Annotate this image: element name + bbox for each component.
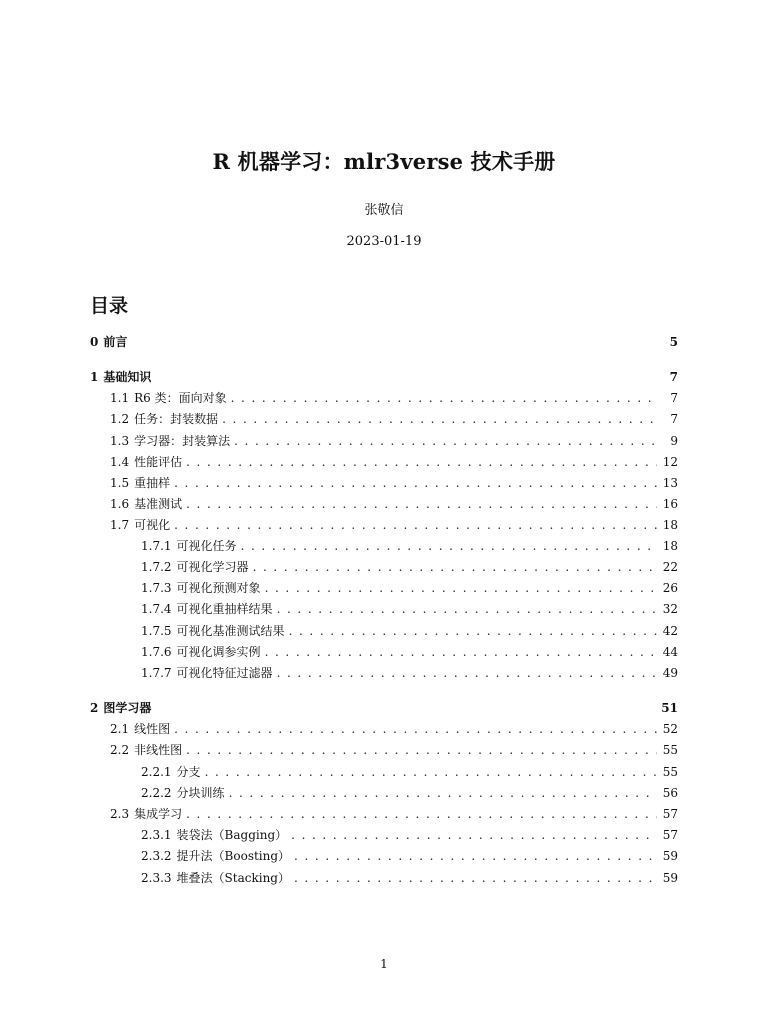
toc-subsection-2-3-2[interactable] [141,847,678,865]
toc-page: 59 [662,849,678,863]
toc-leader-dots [186,495,657,513]
toc-section-1-1[interactable] [110,389,678,407]
toc-label: R6 类：面向对象 [134,391,227,405]
document-title: R 机器学习：mlr3verse 技术手册 [212,149,556,174]
toc-label: 可视化任务 [176,539,237,553]
toc-subsection-2-2-1[interactable] [141,763,678,781]
toc-page: 9 [670,434,678,448]
toc-page: 55 [662,765,678,779]
toc-section-1-2[interactable] [110,410,678,428]
toc-label: 性能评估 [134,455,183,469]
toc-section-1-6[interactable] [110,495,678,513]
toc-leader-dots [294,869,657,887]
toc-number: 2.3.1 [141,828,172,842]
toc-label: 可视化学习器 [176,560,249,574]
toc-subsection-1-7-1[interactable] [141,537,678,555]
toc-leader-dots [205,763,657,781]
toc-label: 可视化基准测试结果 [176,624,285,638]
toc-page: 59 [662,871,678,885]
toc-page: 56 [662,786,678,800]
toc-number: 1.7.2 [141,560,172,574]
toc-number: 1.7 [110,518,130,532]
toc-label: 可视化调参实例 [176,645,261,659]
toc-label: 可视化预测对象 [176,581,261,595]
toc-label: 可视化特征过滤器 [176,666,273,680]
toc-number: 2.1 [110,722,130,736]
toc-page: 16 [662,497,678,511]
toc-number: 2.3 [110,807,130,821]
toc-number: 2.2.1 [141,765,172,779]
toc-subsection-1-7-4[interactable] [141,600,678,618]
toc-chapter-0[interactable] [90,333,678,351]
toc-page: 57 [662,807,678,821]
toc-leader-dots [253,558,657,576]
toc-label: 集成学习 [134,807,183,821]
toc-page: 7 [670,391,678,405]
toc-subsection-1-7-7[interactable] [141,664,678,682]
toc-page: 49 [662,666,678,680]
toc-section-2-2[interactable] [110,741,678,759]
toc-number: 1 [90,370,99,384]
toc-page: 18 [662,539,678,553]
toc-page: 5 [669,335,678,349]
toc-label: 可视化 [134,518,171,532]
toc-number: 1.7.3 [141,581,172,595]
toc-subsection-1-7-3[interactable] [141,579,678,597]
toc-page: 7 [669,370,678,384]
toc-leader-dots [174,474,657,492]
toc-page: 12 [662,455,678,469]
toc-section-1-7[interactable] [110,516,678,534]
toc-label: 分支 [176,765,201,779]
toc-subsection-1-7-2[interactable] [141,558,678,576]
toc-leader-dots [174,720,657,738]
toc-label: 装袋法（Bagging） [176,828,288,842]
toc-subsection-1-7-5[interactable] [141,622,678,640]
toc-page: 44 [662,645,678,659]
toc-page: 32 [662,602,678,616]
toc-number: 1.3 [110,434,130,448]
toc-label: 基准测试 [134,497,183,511]
toc-leader-dots [186,453,657,471]
toc-label: 提升法（Boosting） [176,849,291,863]
toc-subsection-2-3-1[interactable] [141,826,678,844]
toc-leader-dots [291,826,657,844]
document-date: 2023-01-19 [346,234,422,249]
toc-page: 13 [662,476,678,490]
toc-heading: 目录 [90,295,129,317]
toc-page: 18 [662,518,678,532]
toc-leader-dots [222,410,658,428]
toc-label: 堆叠法（Stacking） [176,871,290,885]
toc-number: 1.2 [110,412,130,426]
toc-section-1-5[interactable] [110,474,678,492]
toc-label: 可视化重抽样结果 [176,602,273,616]
toc-page: 26 [662,581,678,595]
toc-leader-dots [229,784,657,802]
toc-leader-dots [186,741,657,759]
toc-section-1-4[interactable] [110,453,678,471]
toc-label: 线性图 [134,722,171,736]
toc-label: 前言 [103,335,128,349]
toc-number: 2.2 [110,743,130,757]
toc-leader-dots [174,516,657,534]
toc-leader-dots [265,643,657,661]
toc-number: 1.7.7 [141,666,172,680]
toc-leader-dots [234,432,658,450]
toc-number: 1.7.1 [141,539,172,553]
toc-chapter-2[interactable] [90,699,678,717]
toc-leader-dots [186,805,657,823]
toc-label: 基础知识 [103,370,152,384]
toc-page: 22 [662,560,678,574]
toc-leader-dots [265,579,657,597]
toc-label: 分块训练 [176,786,225,800]
toc-number: 2 [90,701,99,715]
toc-page: 51 [661,701,678,715]
toc-label: 任务：封装数据 [134,412,219,426]
toc-number: 1.5 [110,476,130,490]
document-author: 张敬信 [364,203,404,218]
toc-number: 1.7.6 [141,645,172,659]
toc-subsection-2-3-3[interactable] [141,869,678,887]
toc-label: 学习器：封装算法 [134,434,231,448]
toc-label: 非线性图 [134,743,183,757]
page-number: 1 [380,957,388,971]
toc-section-1-3[interactable] [110,432,678,450]
toc-number: 1.7.4 [141,602,172,616]
toc-label: 重抽样 [134,476,171,490]
toc-subsection-2-2-2[interactable] [141,784,678,802]
toc-leader-dots [231,389,658,407]
toc-number: 1.7.5 [141,624,172,638]
toc-number: 1.1 [110,391,130,405]
toc-section-2-1[interactable] [110,720,678,738]
toc-number: 2.3.2 [141,849,172,863]
toc-leader-dots [277,664,657,682]
toc-label: 图学习器 [103,701,152,715]
toc-page: 57 [662,828,678,842]
toc-leader-dots [277,600,657,618]
toc-subsection-1-7-6[interactable] [141,643,678,661]
toc-number: 0 [90,335,99,349]
toc-page: 55 [662,743,678,757]
toc-page: 7 [670,412,678,426]
toc-number: 1.6 [110,497,130,511]
toc-page: 42 [662,624,678,638]
toc-chapter-1[interactable] [90,368,678,386]
toc-leader-dots [294,847,657,865]
toc-number: 1.4 [110,455,130,469]
toc-page: 52 [662,722,678,736]
toc-number: 2.2.2 [141,786,172,800]
toc-number: 2.3.3 [141,871,172,885]
toc-leader-dots [241,537,657,555]
toc-leader-dots [289,622,657,640]
toc-section-2-3[interactable] [110,805,678,823]
